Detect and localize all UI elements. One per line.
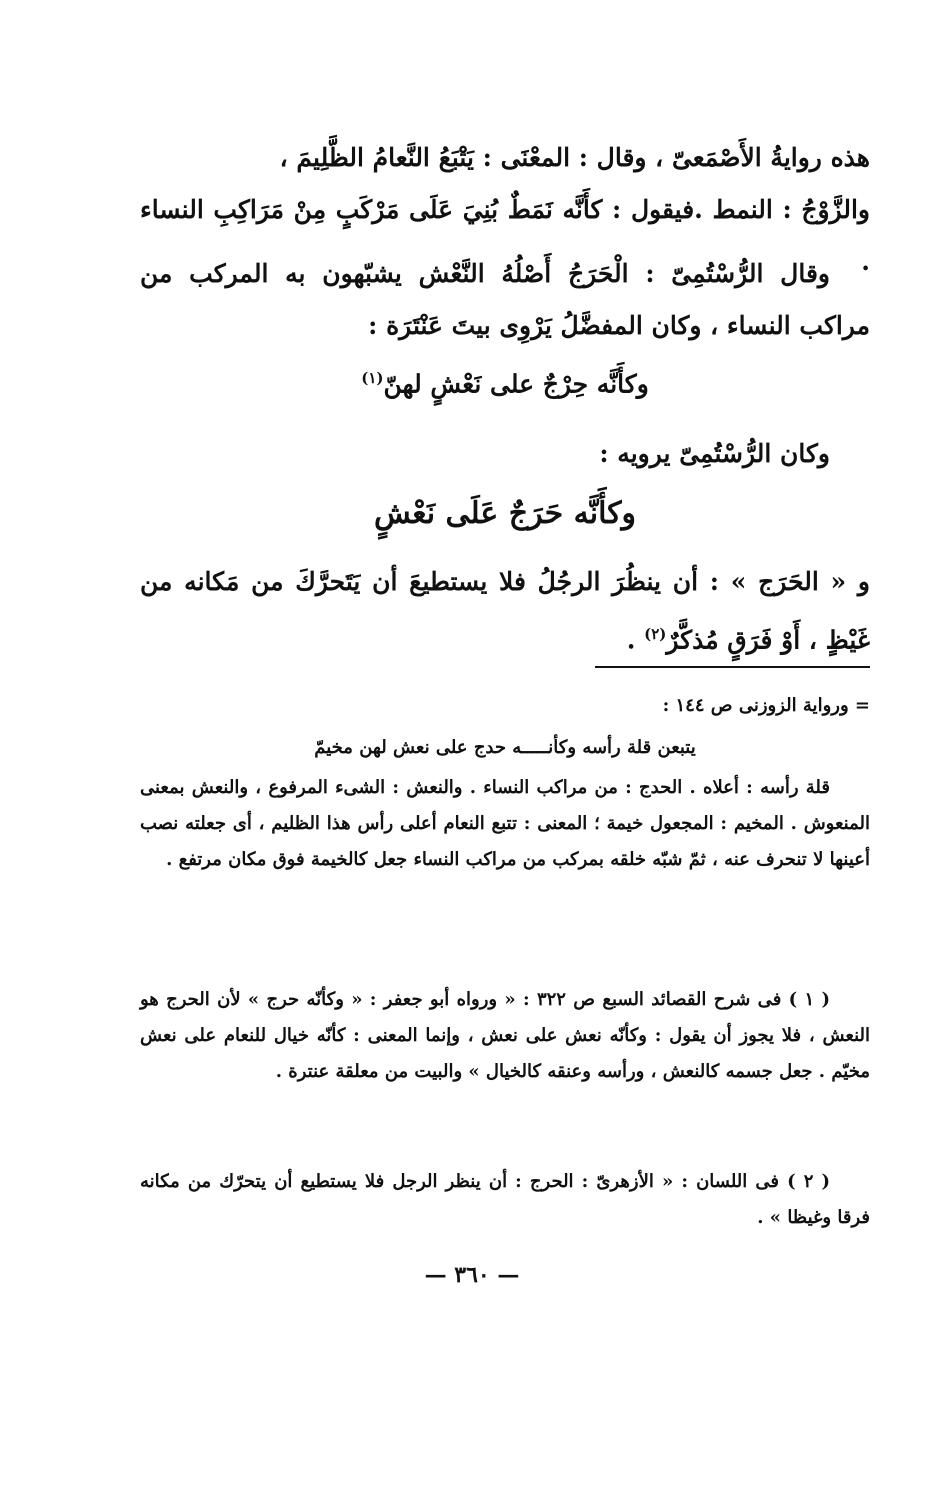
paragraph-harj-definition [140,556,870,666]
verse-text: وكأَنَّه حَرَجٌ عَلَى نَعْشٍ [373,496,637,531]
footnote-text: ( ١ ) فى شرح القصائد السبع ص ٣٢٢ : « ورواه أبو جعفر : « وكأنّه حرج » لأن الحرج هو النعش ، فلا يجوز أن يقول : وكأنّه نعش على نعش ، وإنما المعنى : كأنّه خيال للنعام على نعش مخيّم . جعل جسمه كالنعش ، ورأسه وعنقه كالخيال » والبيت من معلقة عنترة . [140,989,870,1082]
footnote-continuation [140,688,870,878]
paragraph-rustumi-recites [140,428,870,480]
verse-harj-naash [140,484,870,544]
paragraph-text: و « الحَرَج » : أن ينظُرَ الرجُلُ فلا يستطيعَ أن يَتَحرَّكَ من مَكانه من غَيْظٍ ، أَوْ فَرَقٍ مُذكَّرٌ [140,567,870,655]
footnote-gloss: قلة رأسه : أعلاه . الحدج : من مراكب النساء . والنعش : الشىء المرفوع ، والنعش بمعنى المنعوش . المخيم : المجعول خيمة ؛ المعنى : تتبع النعام أعلى رأس هذا الظليم ، أى جعلته نصب أعينها لا تنحرف عنه ، ثمّ شبّه خلقه بمركب من مراكب النساء جعل كالخيمة فوق مكان مرتفع . [140,777,870,870]
footnote-1 [140,982,870,1090]
footnote-ref-2: (٢) [644,625,667,643]
footnote-divider [595,666,870,668]
paragraph-line: هذه روايةُ الأَصْمَعىّ ، وقال : المعْنَى : يَتْبَعُ النَّعامُ الظَّلِيمَ ، [279,143,870,172]
verse-antara [140,352,870,410]
paragraph-rustumi-harj [140,248,870,352]
verse-text: وكأَنَّه حِرْجٌ على نَعْشٍ لهنّ [383,369,649,399]
footnote-intro: = ورواية الزوزنى ص ١٤٤ : [662,695,870,716]
paragraph-text: وكان الرُّسْتُمِىّ يرويه : [599,439,830,468]
footnote-2 [140,1164,870,1236]
paragraph-end: . [626,625,645,655]
paragraph-text: وقال الرُّسْتُمِىّ : الْحَرَجُ أَصْلُهُ النَّعْش يشبّهون به المركب من مراكب النساء ، وكان المفضَّلُ يَرْوِى بيتَ عَنْتَرَة : [140,259,870,340]
footnote-verse: يتبعن قلة رأسه وكأنـــــه حدج على نعش لهن مخيمّ [314,737,696,758]
footnote-text: ( ٢ ) فى اللسان : « الأزهرىّ : الحرج : أن ينظر الرجل فلا يستطيع أن يتحرّك من مكانه فرقا وغيظا » . [140,1171,870,1228]
footnote-ref-1: (١) [361,369,384,387]
paragraph-line: والزَّوْجُ : النمط .فيقول : كأَنَّه نَمَطٌ بُنِيَ عَلَى مَرْكَبٍ مِنْ مَرَاكِبِ النساء . [140,195,870,276]
page-number: — ٣٦٠ — [424,1262,520,1288]
